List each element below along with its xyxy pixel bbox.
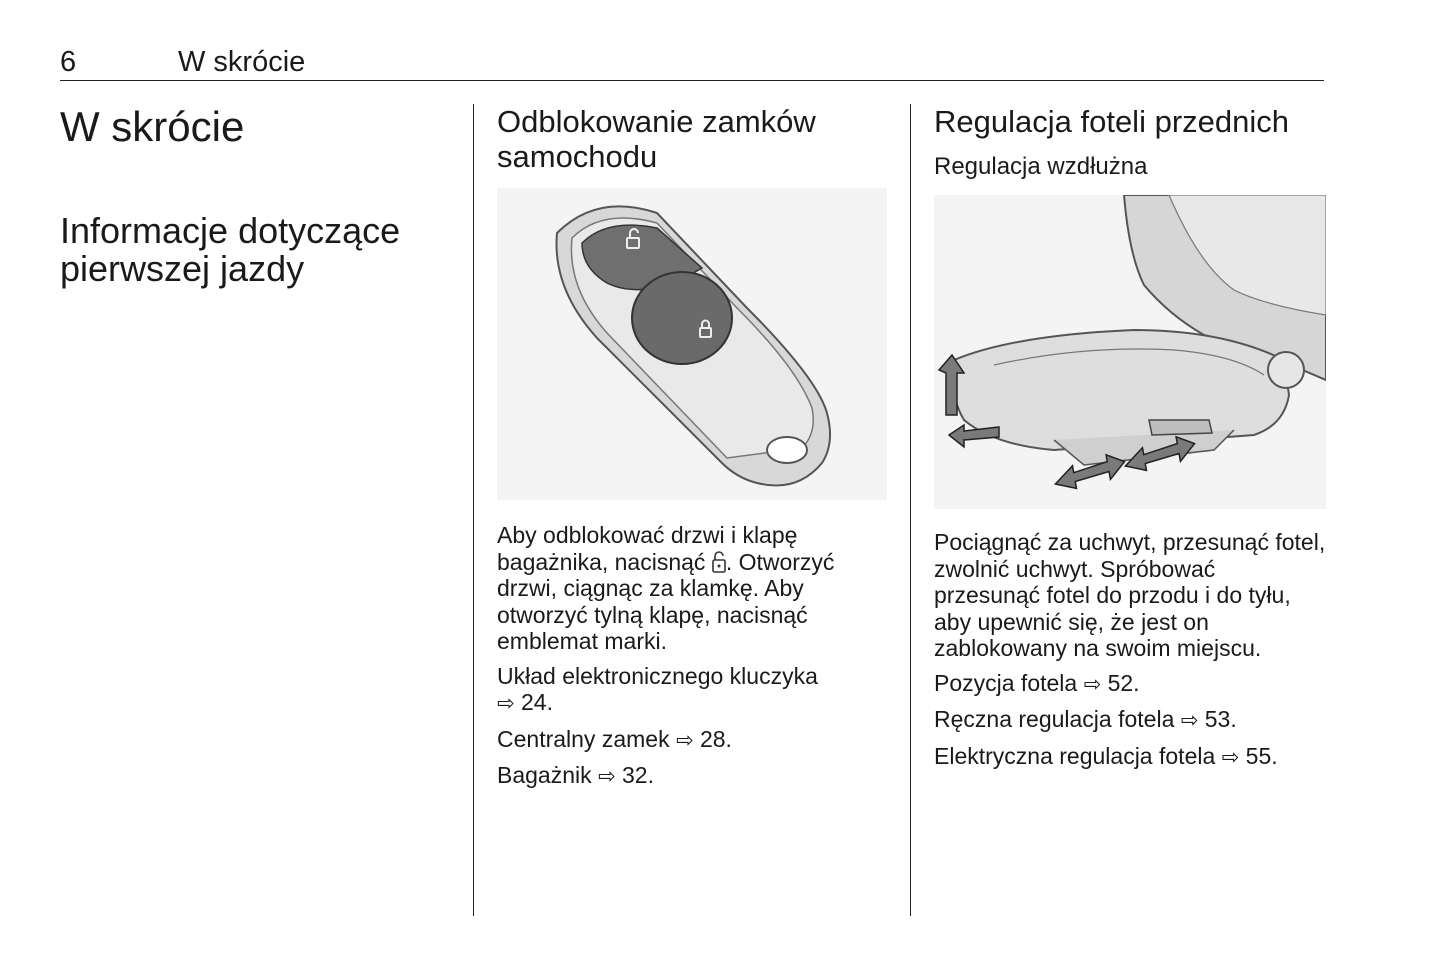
- ref-manual-seat[interactable]: Ręczna regulacja fotela ⇨ 53.: [934, 706, 1326, 735]
- ref-seat-position[interactable]: Pozycja fotela ⇨ 52.: [934, 670, 1326, 699]
- reference-arrow-icon: ⇨: [1180, 709, 1199, 732]
- column-divider: [473, 104, 474, 916]
- seat-icon: [939, 195, 1326, 492]
- ref-trunk[interactable]: Bagażnik ⇨ 32.: [497, 762, 892, 791]
- reference-arrow-icon: ⇨: [1083, 672, 1102, 696]
- section-title: Informacje dotyczące pierwszej jazdy: [60, 210, 401, 289]
- chapter-title: W skrócie: [60, 103, 245, 150]
- ref-electric-seat[interactable]: Elektryczna regulacja fotela ⇨ 55.: [934, 743, 1326, 772]
- column-divider: [910, 104, 911, 916]
- page-header: [60, 46, 1324, 81]
- unlock-icon: [712, 551, 726, 573]
- reference-arrow-icon: ⇨: [497, 692, 515, 715]
- column-2: [497, 104, 892, 791]
- seat-heading: Regulacja foteli przednich: [934, 104, 1289, 139]
- reference-arrow-icon: ⇨: [598, 765, 616, 788]
- column-1: [60, 104, 450, 288]
- seat-subheading: Regulacja wzdłużna: [934, 153, 1148, 180]
- reference-arrow-icon: ⇨: [1221, 745, 1240, 769]
- unlock-heading: Odblokowanie zamków samochodu: [497, 104, 816, 174]
- key-fob-illustration: [497, 188, 887, 500]
- ref-central-lock[interactable]: Centralny zamek ⇨ 28.: [497, 726, 892, 755]
- ref-electronic-key[interactable]: Układ elektronicznego kluczyka ⇨ 24.: [497, 663, 892, 718]
- seat-paragraph: Pociągnąć za uchwyt, przesunąć fotel, zwolnić uchwyt. Spróbować przesunąć fotel do przodu i do tyłu, aby upewnić się, że jest on zablokowany na swoim miejscu.: [934, 529, 1326, 661]
- running-title: W skrócie: [178, 46, 306, 78]
- page-number: 6: [60, 46, 77, 78]
- key-fob-icon: [557, 206, 831, 485]
- reference-arrow-icon: ⇨: [675, 728, 694, 752]
- seat-illustration: [934, 195, 1326, 509]
- unlock-paragraph: Aby odblokować drzwi i klapę bagażnika, nacisnąć . Otworzyć drzwi, ciągnąc za klamkę. Aby otworzyć tylną klapę, nacisnąć emblemat marki.: [497, 522, 835, 654]
- column-3: [934, 104, 1326, 771]
